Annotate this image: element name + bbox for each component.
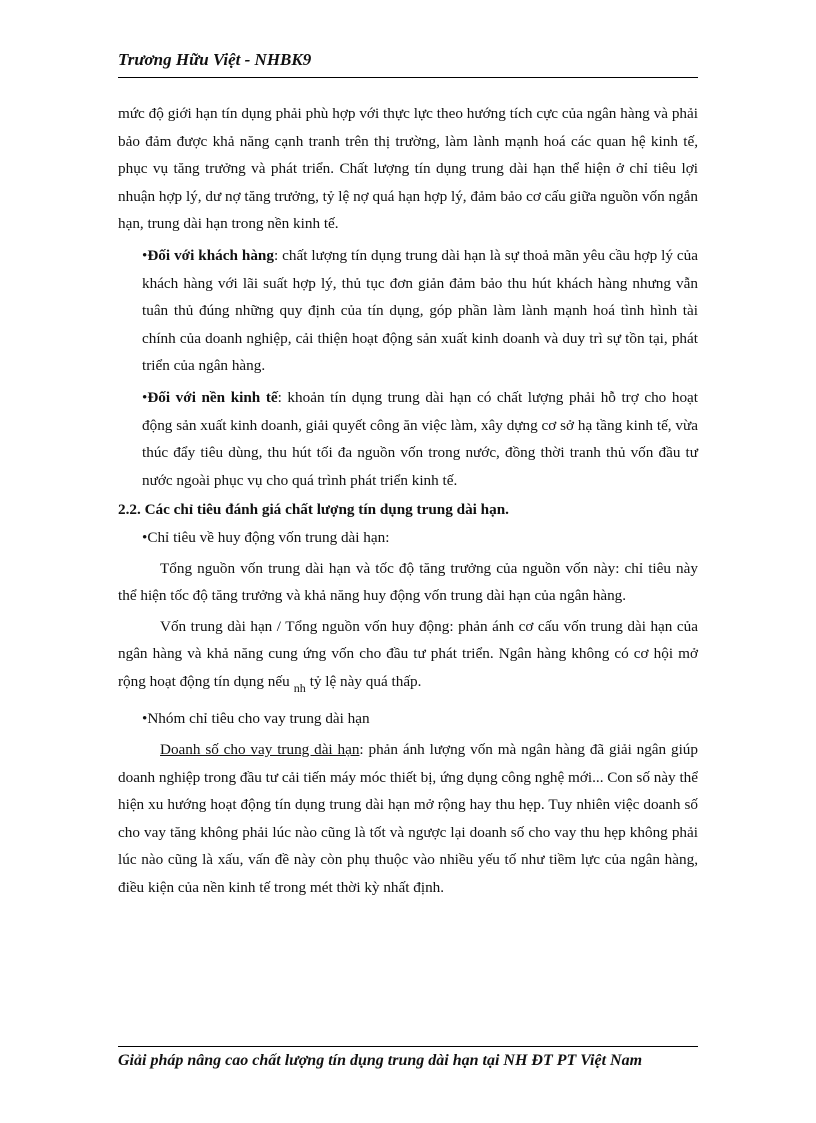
paragraph-text-end: tỷ lệ này quá thấp. <box>309 672 422 690</box>
document-body <box>118 100 698 902</box>
paragraph-text: Vốn trung dài hạn / Tổng nguồn vốn huy động: phản ánh cơ cấu vốn trung dài hạn của ngân hàng và khả năng cung ứng vốn cho đầu tư phát triển. Ngân hàng không có cơ hội mở rộng hoạt động tín dụng nếu <box>118 617 698 690</box>
page-footer: Giải pháp nâng cao chất lượng tín dụng trung dài hạn tại NH ĐT PT Việt Nam <box>118 1052 643 1069</box>
paragraph <box>118 613 698 703</box>
paragraph-text: : phản ánh lượng vốn mà ngân hàng đã giải ngân giúp doanh nghiệp trong đầu tư cải tiến máy móc thiết bị, ứng dụng công nghệ mới... Con số này thể hiện xu hướng hoạt động tín dụng trung dài hạn mở rộng hay thu hẹp. Tuy nhiên việc doanh số cho vay tăng không phải lúc nào cũng là tốt và ngược lại doanh số cho vay thu hẹp không phải lúc nào cũng là xấu, vấn đề này còn phụ thuộc vào nhiều yếu tố như tiềm lực của ngân hàng, điều kiện của nền kinh tế trong mét thời kỳ nhất định. <box>118 741 699 897</box>
bullet-item-customers <box>118 242 698 380</box>
bullet-icon: • <box>142 528 148 546</box>
footer-divider <box>118 1046 698 1047</box>
bullet-label: Đối với khách hàng <box>147 246 274 264</box>
bullet-icon: • <box>142 388 148 406</box>
section-heading: 2.2. Các chỉ tiêu đánh giá chất lượng tín dụng trung dài hạn. <box>118 501 509 519</box>
paragraph: Tổng nguồn vốn trung dài hạn và tốc độ tăng trưởng của nguồn vốn này: chỉ tiêu này thể hiện tốc độ tăng trưởng và khả năng huy động vốn trung dài hạn của ngân hàng. <box>118 559 698 605</box>
bullet-icon: • <box>142 710 148 728</box>
bullet-label: Đối với nền kinh tế <box>147 388 278 406</box>
subscript-text: nh <box>293 680 306 695</box>
page-header: Trương Hữu Việt - NHBK9 <box>118 50 312 69</box>
bullet-text: : chất lượng tín dụng trung dài hạn là sự thoả mãn yêu cầu hợp lý của khách hàng với lãi suất hợp lý, thủ tục đơn giản đảm bảo thu hút khách hàng nhưng vẫn tuân thủ đúng những quy định của tín dụng, góp phần làm lành mạnh hoá tình hình tài chính của doanh nghiệp, cải thiện hoạt động sản xuất kinh doanh và duy trì sự tồn tại, phát triển của ngân hàng. <box>142 246 698 375</box>
header-divider <box>118 77 698 78</box>
bullet-icon: • <box>142 246 148 264</box>
bullet-text: Chỉ tiêu về huy động vốn trung dài hạn: <box>147 528 390 546</box>
bullet-text: : khoản tín dụng trung dài hạn có chất lượng phải hỗ trợ cho hoạt động sản xuất kinh doanh, giải quyết công ăn việc làm, xây dựng cơ sở hạ tầng kinh tế, vừa thúc đẩy tiêu dùng, thu hút tối đa nguồn vốn trong nước, đồng thời tranh thủ vốn đầu tư nước ngoài phục vụ cho quá trình phát triển kinh tế. <box>142 388 699 489</box>
underlined-term: Doanh số cho vay trung dài hạn <box>160 741 360 759</box>
paragraph <box>118 736 698 902</box>
paragraph: mức độ giới hạn tín dụng phải phù hợp với thực lực theo hướng tích cực của ngân hàng và phải bảo đảm được khả năng cạnh tranh trên thị trường, làm lành mạnh hoá các quan hệ kinh tế, phục vụ tăng trưởng và phát triển. Chất lượng tín dụng trung dài hạn thể hiện ở chỉ tiêu lợi nhuận hợp lý, dư nợ tăng trưởng, tỷ lệ nợ quá hạn hợp lý, đảm bảo cơ cấu giữa nguồn vốn ngắn hạn, trung dài hạn trong nền kinh tế. <box>118 105 698 233</box>
bullet-item-lending <box>118 705 698 733</box>
bullet-item-capital <box>118 524 698 552</box>
bullet-item-economy <box>118 384 698 494</box>
bullet-text: Nhóm chỉ tiêu cho vay trung dài hạn <box>147 710 370 728</box>
